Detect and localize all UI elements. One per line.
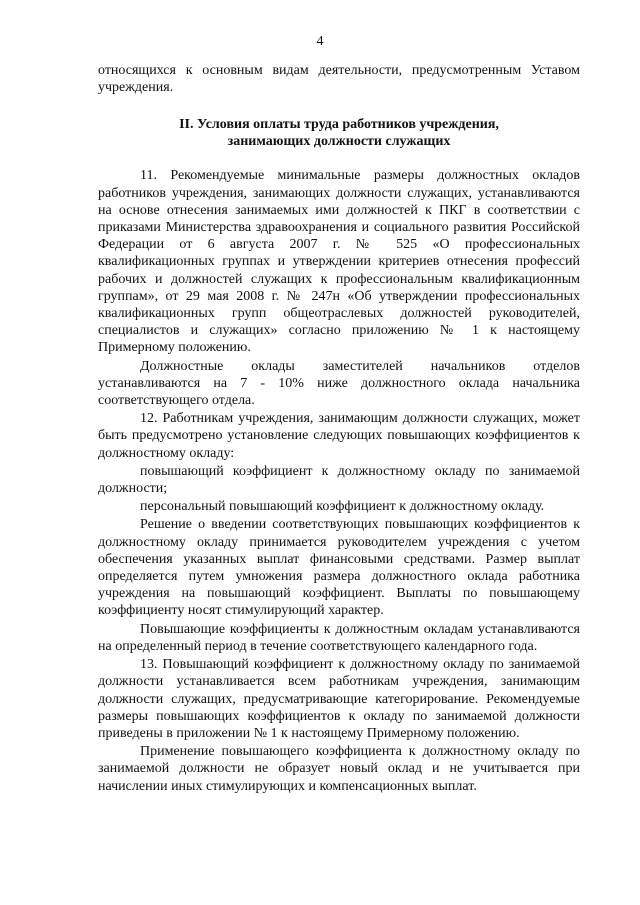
- section-heading-line-1: II. Условия оплаты труда работников учреждения,: [179, 117, 499, 133]
- paragraph-coefficient-application: Применение повышающего коэффициента к должностному окладу по занимаемой должности не образует новый оклад и не учитывается при начислении иных стимулирующих и компенсационных выплат.: [98, 744, 580, 794]
- list-item-position-coefficient: повышающий коэффициент к должностному окладу по занимаемой должности;: [98, 463, 580, 497]
- paragraph-deputy-salaries: Должностные оклады заместителей начальников отделов устанавливаются на 7 - 10% ниже должностного оклада начальника соответствующего отдела.: [98, 358, 580, 409]
- paragraph-13: 13. Повышающий коэффициент к должностному окладу по занимаемой должности устанавливается всем работникам учреждения, занимающим должности служащих, предусматривающие категорирование. Рекомендуемые размеры повышающих коэффициентов к окладу по занимаемой должности приведены в приложении № 1 к настоящему Примерному положению.: [98, 657, 580, 741]
- paragraph-12: 12. Работникам учреждения, занимающим должности служащих, может быть предусмотрено установление следующих повышающих коэффициентов к должностному окладу:: [98, 411, 580, 461]
- section-heading-line-2: занимающих должности служащих: [227, 134, 451, 150]
- list-item-personal-coefficient: персональный повышающий коэффициент к должностному окладу.: [140, 499, 545, 515]
- page-number: 4: [316, 34, 324, 49]
- paragraph-11: 11. Рекомендуемые минимальные размеры должностных окладов работников учреждения, занимающих должности служащих, устанавливаются на основе отнесения занимаемых ими должностей к ПКГ в соответствии с приказами Министерства здравоохранения и социального развития Российской Федерации от 6 августа 2007 г. № 525 «О профессиональных квалификационных группах и утверждении критериев отнесения профессий рабочих и должностей служащих к профессиональным квалификационным группам», от 29 мая 2008 г. № 247н «Об утверждении профессиональных квалификационных групп общеотраслевых должностей руководителей, специалистов и служащих» согласно приложению № 1 к настоящему Примерному положению.: [98, 168, 580, 356]
- section-heading: [98, 116, 580, 150]
- paragraph-coefficient-period: Повышающие коэффициенты к должностным окладам устанавливаются на определенный период в течение соответствующего календарного года.: [98, 621, 580, 654]
- intro-paragraph: относящихся к основным видам деятельности, предусмотренным Уставом учреждения.: [98, 63, 580, 96]
- paragraph-coefficient-decision: Решение о введении соответствующих повышающих коэффициентов к должностному окладу принимается руководителем учреждения с учетом обеспечения указанных выплат финансовыми средствами. Размер выплат определяется путем умножения размера должностного оклада работника учреждения на повышающий коэффициент. Выплаты по повышающему коэффициенту носят стимулирующий характер.: [98, 517, 580, 619]
- document-body: [98, 62, 580, 795]
